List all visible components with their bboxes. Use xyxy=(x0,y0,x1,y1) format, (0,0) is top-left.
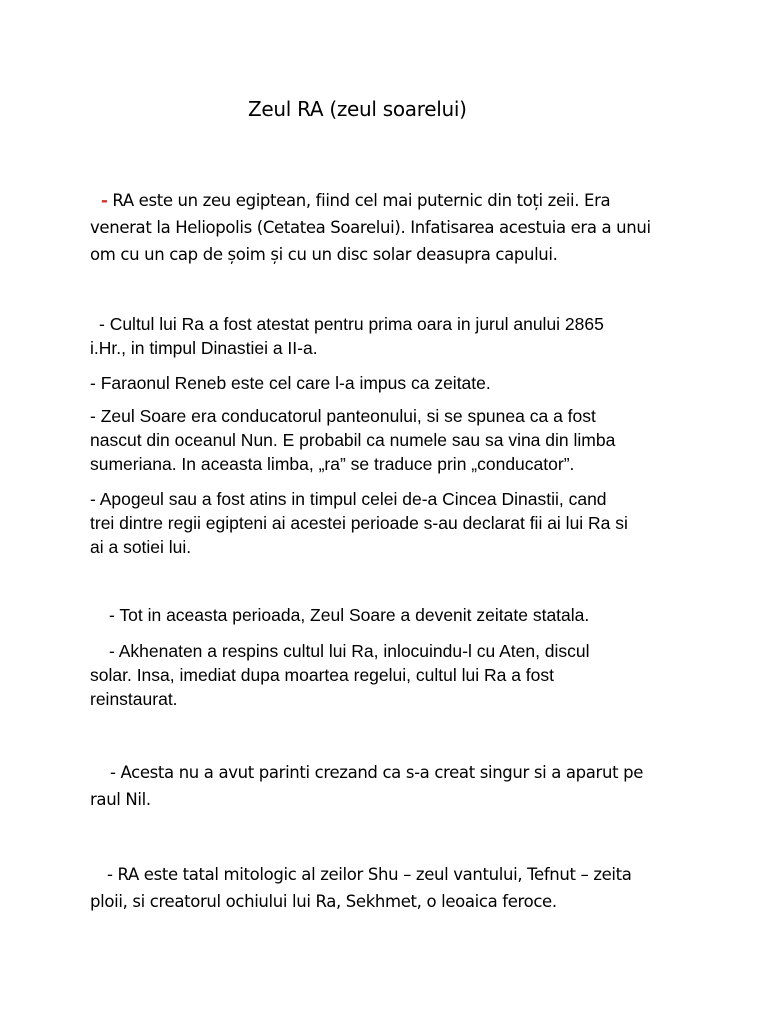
paragraph-state-deity xyxy=(90,603,690,627)
paragraph-line: - Tot in aceasta perioada, Zeul Soare a devenit zeitate statala. xyxy=(109,605,590,625)
paragraph-line xyxy=(90,187,690,214)
paragraph-line: - Akhenaten a respins cultul lui Ra, inlocuindu-l cu Aten, discul xyxy=(109,641,590,661)
paragraph-line: reinstaurat. xyxy=(90,689,178,709)
red-dash-marker: - xyxy=(101,191,108,210)
paragraph-text: RA este un zeu egiptean, fiind cel mai puternic din toți zeii. Era xyxy=(112,191,611,210)
paragraph-line: - Acesta nu a avut parinti crezand ca s-a creat singur si a aparut pe xyxy=(110,763,644,782)
paragraph-line: raul Nil. xyxy=(90,790,151,809)
paragraph-father-of-gods xyxy=(90,861,690,915)
paragraph-no-parents xyxy=(90,759,690,813)
paragraph-reneb xyxy=(90,371,690,395)
page-title: Zeul RA (zeul soarelui) xyxy=(248,97,467,121)
paragraph-line: - RA este tatal mitologic al zeilor Shu – zeul vantului, Tefnut – zeita xyxy=(107,865,632,884)
paragraph-pantheon-leader xyxy=(90,404,690,476)
paragraph-line: - Faraonul Reneb este cel care l-a impus ca zeitate. xyxy=(90,373,491,393)
paragraph-line: - Zeul Soare era conducatorul panteonului, si se spunea ca a fost xyxy=(90,406,596,426)
paragraph-line: om cu un cap de șoim și cu un disc solar deasupra capului. xyxy=(90,245,558,264)
paragraph-line: i.Hr., in timpul Dinastiei a II-a. xyxy=(90,338,318,358)
paragraph-line: venerat la Heliopolis (Cetatea Soarelui). Infatisarea acestuia era a unui xyxy=(90,218,651,237)
paragraph-line: - Cultul lui Ra a fost atestat pentru prima oara in jurul anului 2865 xyxy=(99,314,604,334)
paragraph-line: trei dintre regii egipteni ai acestei perioade s-au declarat fii ai lui Ra si xyxy=(90,513,628,533)
paragraph-line: - Apogeul sau a fost atins in timpul celei de-a Cincea Dinastii, cand xyxy=(90,489,607,509)
paragraph-line: sumeriana. In aceasta limba, „ra” se traduce prin „conducator”. xyxy=(90,454,575,474)
paragraph-line: solar. Insa, imediat dupa moartea regelui, cultul lui Ra a fost xyxy=(90,665,554,685)
paragraph-akhenaten xyxy=(90,639,690,711)
paragraph-line: ploii, si creatorul ochiului lui Ra, Sekhmet, o leoaica feroce. xyxy=(90,892,557,911)
paragraph-ra-intro xyxy=(90,187,690,268)
paragraph-fifth-dynasty xyxy=(90,487,690,559)
paragraph-line: ai a sotiei lui. xyxy=(90,537,192,557)
paragraph-cult-attested xyxy=(90,312,690,360)
paragraph-line: nascut din oceanul Nun. E probabil ca numele sau sa vina din limba xyxy=(90,430,616,450)
